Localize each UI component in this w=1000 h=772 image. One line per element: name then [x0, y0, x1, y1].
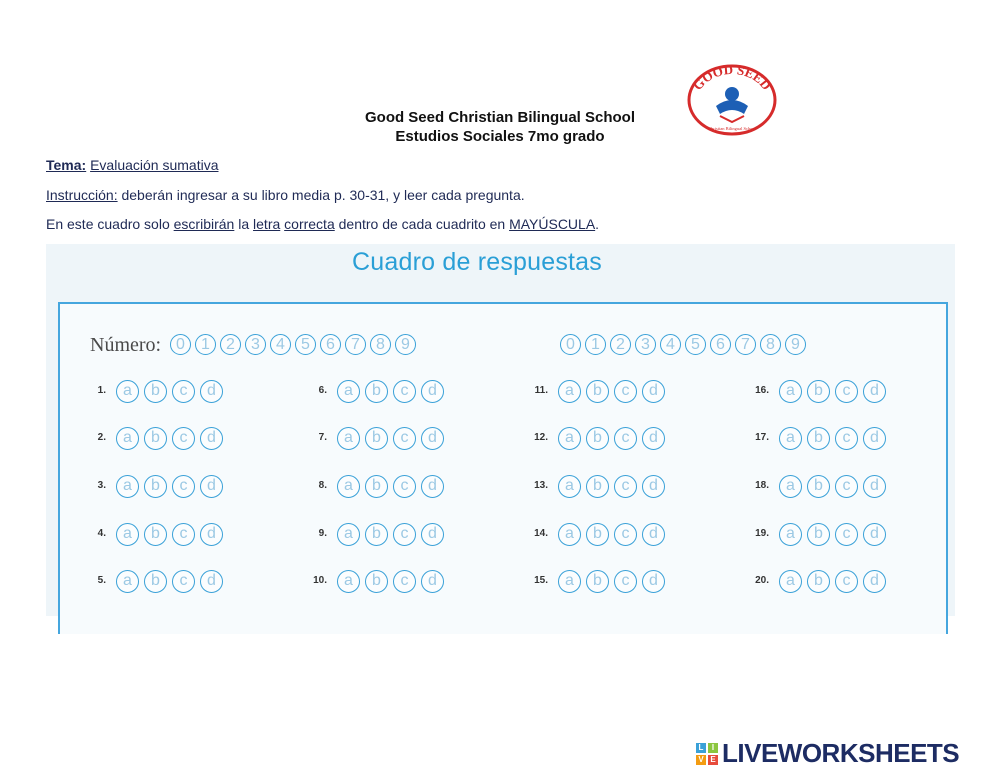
digit-bubble[interactable]: 8 [370, 334, 391, 355]
option-bubble[interactable]: d [642, 427, 665, 450]
option-bubble[interactable]: d [200, 380, 223, 403]
question-options [558, 523, 665, 546]
numero-label: Número: [90, 334, 162, 356]
option-bubble[interactable]: a [558, 570, 581, 593]
option-bubble[interactable]: b [144, 380, 167, 403]
option-bubble[interactable]: c [172, 475, 195, 498]
instruction-underlined: letra [253, 216, 281, 232]
option-bubble[interactable]: c [393, 380, 416, 403]
option-bubble[interactable]: c [835, 380, 858, 403]
question-options [558, 427, 665, 450]
subject-grade: Estudios Sociales 7mo grado [395, 128, 605, 145]
digit-bubble[interactable]: 0 [170, 334, 191, 355]
digit-bubble[interactable]: 5 [295, 334, 316, 355]
option-bubble[interactable]: a [337, 570, 360, 593]
liveworksheets-logo [696, 738, 959, 769]
option-bubble[interactable]: a [558, 475, 581, 498]
option-bubble[interactable]: a [337, 475, 360, 498]
instruction-underlined: escribirán [173, 216, 235, 232]
question-number: 15. [534, 575, 548, 586]
answer-sheet [46, 244, 955, 616]
cube-letter: L [696, 743, 706, 753]
digit-bubble[interactable]: 8 [760, 334, 781, 355]
question-options [558, 570, 665, 593]
question-number: 11. [534, 385, 548, 396]
instruction-line [46, 187, 525, 203]
option-bubble[interactable]: c [835, 570, 858, 593]
tema-line [46, 157, 219, 173]
question-options [558, 380, 665, 403]
option-bubble[interactable]: a [337, 427, 360, 450]
cube-letter: V [696, 755, 706, 765]
option-bubble[interactable]: d [863, 380, 886, 403]
question-options [337, 475, 444, 498]
option-bubble[interactable]: b [365, 427, 388, 450]
option-bubble[interactable]: a [779, 570, 802, 593]
option-bubble[interactable]: a [116, 523, 139, 546]
option-bubble[interactable]: c [835, 427, 858, 450]
school-name: Good Seed Christian Bilingual School [364, 109, 636, 126]
school-header [0, 108, 1000, 146]
option-bubble[interactable]: c [614, 475, 637, 498]
question-options [116, 475, 223, 498]
option-bubble[interactable]: c [393, 570, 416, 593]
question-number: 13. [534, 480, 548, 491]
option-bubble[interactable]: d [421, 427, 444, 450]
liveworksheets-text: LIVEWORKSHEETS [722, 738, 960, 768]
option-bubble[interactable]: b [144, 523, 167, 546]
option-bubble[interactable]: b [144, 475, 167, 498]
option-bubble[interactable]: b [807, 427, 830, 450]
option-bubble[interactable]: c [172, 523, 195, 546]
option-bubble[interactable]: a [116, 380, 139, 403]
option-bubble[interactable]: c [393, 475, 416, 498]
option-bubble[interactable]: a [779, 380, 802, 403]
option-bubble[interactable]: a [337, 380, 360, 403]
question-options [779, 523, 886, 546]
digit-bubble[interactable]: 2 [220, 334, 241, 355]
instruction-part: En este cuadro solo [46, 216, 174, 232]
option-bubble[interactable]: d [200, 570, 223, 593]
option-bubble[interactable]: c [172, 427, 195, 450]
digit-bubble[interactable]: 5 [685, 334, 706, 355]
question-options [779, 380, 886, 403]
answer-instruction-line [46, 216, 599, 232]
option-bubble[interactable]: b [586, 570, 609, 593]
digit-bubble[interactable]: 2 [610, 334, 631, 355]
option-bubble[interactable]: b [586, 427, 609, 450]
answer-box [58, 302, 948, 634]
question-options [116, 570, 223, 593]
option-bubble[interactable]: c [614, 523, 637, 546]
svg-text:GOOD SEED: GOOD SEED [689, 64, 775, 93]
question-number: 18. [755, 480, 769, 491]
svg-text:Christian Bilingual School: Christian Bilingual School [708, 126, 756, 131]
option-bubble[interactable]: b [586, 523, 609, 546]
option-bubble[interactable]: c [614, 380, 637, 403]
instruction-underlined: MAYÚSCULA [509, 216, 596, 232]
digit-bubble[interactable]: 3 [245, 334, 266, 355]
tema-label: Tema: [46, 157, 87, 173]
option-bubble[interactable]: d [863, 570, 886, 593]
question-number: 8. [318, 480, 327, 491]
option-bubble[interactable]: d [200, 523, 223, 546]
option-bubble[interactable]: a [116, 475, 139, 498]
option-bubble[interactable]: c [172, 380, 195, 403]
option-bubble[interactable]: d [200, 475, 223, 498]
instruction-text: deberán ingresar a su libro media p. 30-31, y leer cada pregunta. [117, 187, 525, 203]
question-options [779, 427, 886, 450]
option-bubble[interactable]: b [807, 475, 830, 498]
option-bubble[interactable]: c [835, 475, 858, 498]
option-bubble[interactable]: d [421, 523, 444, 546]
option-bubble[interactable]: a [779, 523, 802, 546]
option-bubble[interactable]: a [558, 380, 581, 403]
option-bubble[interactable]: a [779, 427, 802, 450]
question-number: 5. [97, 575, 106, 586]
option-bubble[interactable]: b [586, 475, 609, 498]
question-options [116, 427, 223, 450]
option-bubble[interactable]: b [586, 380, 609, 403]
answer-sheet-title: Cuadro de respuestas [352, 248, 602, 276]
option-bubble[interactable]: b [365, 475, 388, 498]
question-number: 7. [318, 432, 327, 443]
question-number: 14. [534, 528, 548, 539]
option-bubble[interactable]: b [365, 523, 388, 546]
option-bubble[interactable]: c [393, 427, 416, 450]
option-bubble[interactable]: d [421, 570, 444, 593]
option-bubble[interactable]: a [337, 523, 360, 546]
option-bubble[interactable]: c [172, 570, 195, 593]
option-bubble[interactable]: a [779, 475, 802, 498]
tema-value: Evaluación sumativa [90, 157, 219, 173]
question-options [337, 380, 444, 403]
digit-bubble[interactable]: 9 [395, 334, 416, 355]
numero-digit-row [170, 334, 416, 355]
option-bubble[interactable]: d [200, 427, 223, 450]
option-bubble[interactable]: b [365, 380, 388, 403]
option-bubble[interactable]: a [116, 427, 139, 450]
question-number: 16. [755, 385, 769, 396]
instruction-label: Instrucción: [46, 187, 118, 203]
question-number: 6. [318, 385, 327, 396]
digit-bubble[interactable]: 4 [270, 334, 291, 355]
digit-bubble[interactable]: 3 [635, 334, 656, 355]
digit-bubble[interactable]: 6 [710, 334, 731, 355]
question-number: 12. [534, 432, 548, 443]
option-bubble[interactable]: d [863, 427, 886, 450]
option-bubble[interactable]: a [558, 427, 581, 450]
option-bubble[interactable]: b [144, 570, 167, 593]
cube-letter: E [708, 755, 718, 765]
question-options [779, 475, 886, 498]
question-options [337, 427, 444, 450]
question-number: 4. [97, 528, 106, 539]
numero-digit-row [560, 334, 806, 355]
option-bubble[interactable]: a [558, 523, 581, 546]
option-bubble[interactable]: c [614, 570, 637, 593]
question-number: 1. [97, 385, 106, 396]
option-bubble[interactable]: d [863, 475, 886, 498]
digit-bubble[interactable]: 6 [320, 334, 341, 355]
question-number: 9. [318, 528, 327, 539]
liveworksheets-cubes-icon [696, 743, 718, 765]
question-options [116, 523, 223, 546]
option-bubble[interactable]: b [144, 427, 167, 450]
option-bubble[interactable]: d [642, 380, 665, 403]
digit-bubble[interactable]: 9 [785, 334, 806, 355]
option-bubble[interactable]: b [807, 523, 830, 546]
question-number: 17. [755, 432, 769, 443]
option-bubble[interactable]: d [863, 523, 886, 546]
option-bubble[interactable]: c [393, 523, 416, 546]
option-bubble[interactable]: b [807, 570, 830, 593]
digit-bubble[interactable]: 4 [660, 334, 681, 355]
option-bubble[interactable]: c [835, 523, 858, 546]
option-bubble[interactable]: c [614, 427, 637, 450]
instruction-underlined: correcta [284, 216, 335, 232]
cube-letter: I [708, 743, 718, 753]
instruction-part: dentro de cada cuadrito en [334, 216, 510, 232]
option-bubble[interactable]: b [807, 380, 830, 403]
digit-bubble[interactable]: 0 [560, 334, 581, 355]
option-bubble[interactable]: d [421, 380, 444, 403]
question-options [337, 523, 444, 546]
instruction-part: la [234, 216, 254, 232]
question-number: 3. [97, 480, 106, 491]
digit-bubble[interactable]: 1 [195, 334, 216, 355]
question-number: 19. [755, 528, 769, 539]
digit-bubble[interactable]: 7 [735, 334, 756, 355]
question-number: 20. [755, 575, 769, 586]
school-logo [686, 64, 778, 136]
option-bubble[interactable]: d [421, 475, 444, 498]
instruction-part: . [595, 216, 600, 232]
question-number: 2. [97, 432, 106, 443]
question-number: 10. [313, 575, 327, 586]
option-bubble[interactable]: b [365, 570, 388, 593]
option-bubble[interactable]: d [642, 475, 665, 498]
question-options [558, 475, 665, 498]
digit-bubble[interactable]: 7 [345, 334, 366, 355]
question-options [337, 570, 444, 593]
digit-bubble[interactable]: 1 [585, 334, 606, 355]
question-options [116, 380, 223, 403]
option-bubble[interactable]: a [116, 570, 139, 593]
option-bubble[interactable]: d [642, 523, 665, 546]
question-options [779, 570, 886, 593]
option-bubble[interactable]: d [642, 570, 665, 593]
